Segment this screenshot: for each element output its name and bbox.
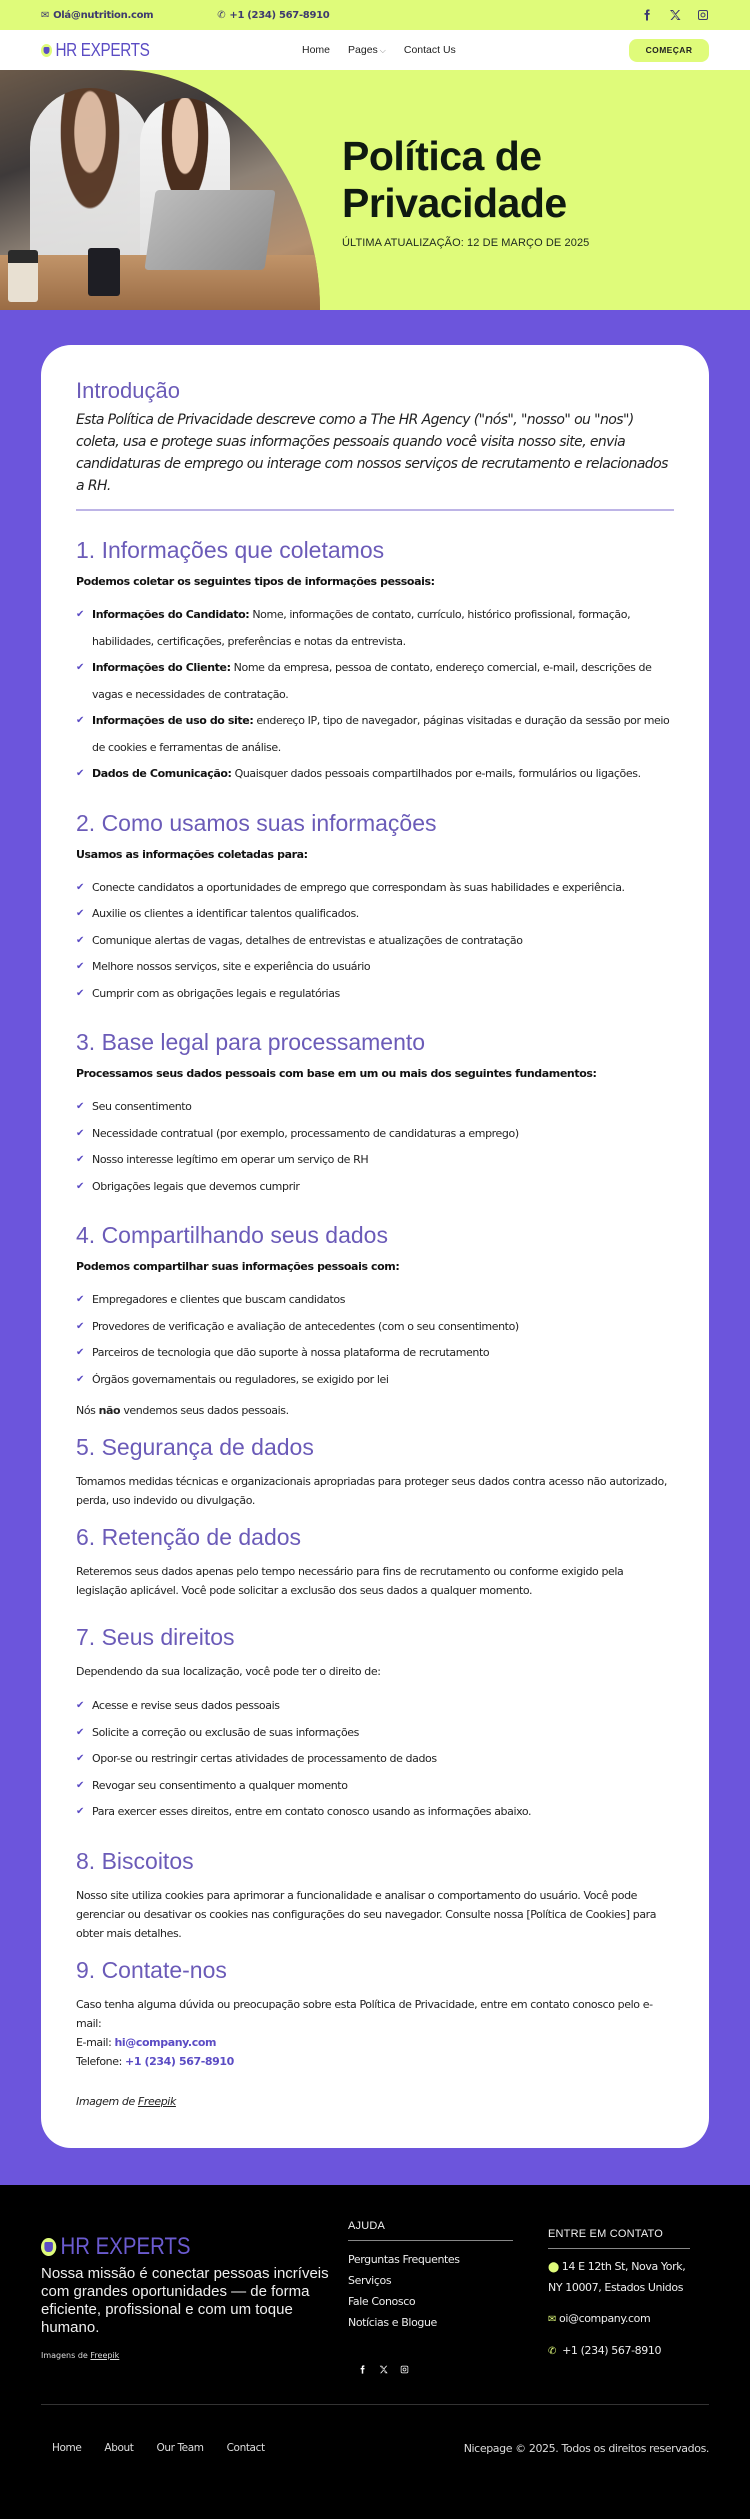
contact-email-link[interactable]: hi@company.com [114, 2035, 217, 2049]
footer-phone-link[interactable] [548, 2341, 690, 2362]
check-icon: ✔ [76, 1101, 84, 1112]
note-bold: não [98, 1404, 121, 1417]
email-label: E-mail: [76, 2035, 115, 2049]
check-icon: ✔ [76, 662, 84, 673]
section-4-lead: Podemos compartilhar suas informações pessoais com: [76, 1260, 400, 1273]
topbar-email: Olá@nutrition.com [53, 9, 154, 21]
phone-icon: ✆ [217, 9, 226, 21]
list-item [76, 875, 674, 902]
list-item [76, 1773, 674, 1800]
list-item [76, 602, 674, 655]
item-text: Obrigações legais que devemos cumprir [92, 1179, 300, 1193]
list-item [76, 1340, 674, 1367]
item-text: Conecte candidatos a oportunidades de emprego que correspondam às suas habilidades e experiência. [92, 880, 625, 894]
list-item [76, 655, 674, 708]
logo-hand-icon [41, 44, 52, 57]
check-icon: ✔ [76, 1294, 84, 1305]
section-4-list [76, 1287, 674, 1393]
check-icon: ✔ [76, 768, 84, 779]
section-4-heading: 4. Compartilhando seus dados [76, 1222, 388, 1248]
section-7-lead: Dependendo da sua localização, você pode ter o direito de: [76, 1665, 381, 1678]
check-icon: ✔ [76, 908, 84, 919]
list-item [76, 761, 674, 788]
logo[interactable] [41, 40, 150, 61]
list-item [76, 1121, 674, 1148]
content-section [0, 310, 750, 2185]
section-9-heading: 9. Contate-nos [76, 1956, 227, 1983]
section-3-list [76, 1094, 674, 1200]
contact-phone-link[interactable]: +1 (234) 567-8910 [125, 2054, 234, 2068]
item-text: endereço IP, tipo de navegador, páginas visitadas e duração da sessão por meio de cookies e ferramentas de análise. [92, 714, 670, 754]
logo-text: HR EXPERTS [55, 39, 150, 60]
location-pin-icon: ⬤ [548, 2261, 559, 2273]
footer-contact-heading: ENTRE EM CONTATO [548, 2228, 690, 2249]
top-bar [0, 0, 750, 30]
item-text: Provedores de verificação e avaliação de antecedentes (com o seu consentimento) [92, 1319, 519, 1333]
footer-address [548, 2257, 690, 2278]
item-label: Dados de Comunicação: [92, 767, 232, 780]
footer-bottom-contact[interactable]: Contact [226, 2442, 265, 2454]
check-icon: ✔ [76, 715, 84, 726]
footer-bottom-about[interactable]: About [104, 2442, 134, 2454]
section-1-lead: Podemos coletar os seguintes tipos de informações pessoais: [76, 575, 435, 588]
section-7-list [76, 1693, 674, 1826]
footer-help [348, 2220, 513, 2333]
footer-email-link[interactable] [548, 2309, 690, 2330]
item-text: Empregadores e clientes que buscam candidatos [92, 1293, 346, 1306]
topbar-phone: +1 (234) 567-8910 [229, 9, 330, 21]
footer-mission: Nossa missão é conectar pessoas incríveis com grandes oportunidades — de forma eficiente, profissional e com um toque humano. [41, 2264, 329, 2336]
envelope-icon: ✉ [41, 9, 50, 21]
check-icon: ✔ [76, 934, 84, 946]
footer-link-services[interactable]: Serviços [348, 2273, 392, 2287]
list-item [76, 1720, 674, 1747]
nav-menu [302, 44, 456, 56]
footer-bottom-links [52, 2442, 265, 2454]
instagram-icon[interactable] [400, 2365, 409, 2374]
footer-email: oi@company.com [558, 2311, 651, 2325]
check-icon: ✔ [76, 1320, 84, 1332]
footer-phone: +1 (234) 567-8910 [562, 2343, 662, 2357]
note-post: vendemos seus dados pessoais. [120, 1404, 289, 1417]
check-icon: ✔ [76, 1726, 84, 1738]
freepik-link[interactable]: Freepik [137, 2094, 176, 2108]
facebook-icon[interactable] [641, 9, 653, 21]
section-3-lead: Processamos seus dados pessoais com base em um ou mais dos seguintes fundamentos: [76, 1067, 597, 1080]
check-icon: ✔ [76, 1700, 84, 1711]
page-title-line2: Privacidade [342, 180, 567, 226]
x-twitter-icon[interactable] [669, 9, 681, 21]
list-item [76, 981, 674, 1008]
main-nav [0, 30, 750, 70]
footer-link-faq[interactable]: Perguntas Frequentes [348, 2252, 460, 2266]
section-1-list [76, 602, 674, 788]
phone-icon: ✆ [548, 2345, 556, 2357]
last-updated: ÚLTIMA ATUALIZAÇÃO: 12 DE MARÇO DE 2025 [342, 237, 590, 249]
item-text: Para exercer esses direitos, entre em contato conosco usando as informações abaixo. [92, 1805, 532, 1818]
list-item [76, 1174, 674, 1201]
footer-link-contact[interactable]: Fale Conosco [348, 2294, 416, 2308]
item-text: Órgãos governamentais ou reguladores, se exigido por lei [92, 1372, 389, 1386]
item-text: Revogar seu consentimento a qualquer momento [92, 1778, 348, 1792]
item-text: Cumprir com as obrigações legais e regulatórias [92, 986, 340, 1000]
check-icon: ✔ [76, 1127, 84, 1139]
section-8-text: Nosso site utiliza cookies para aprimorar a funcionalidade e analisar o comportamento do usuário. Você pode gerenciar ou desativar os cookies nas configurações do seu navegador. Consulte nossa [Política de Cookies] para obter mais detalhes. [76, 1888, 657, 1940]
item-text: Solicite a correção ou exclusão de suas informações [92, 1725, 359, 1739]
footer [0, 2185, 750, 2519]
list-item [76, 954, 674, 981]
check-icon: ✔ [76, 1753, 84, 1764]
item-text: Necessidade contratual (por exemplo, processamento de candidaturas a emprego) [92, 1126, 519, 1140]
contact-intro: Caso tenha alguma dúvida ou preocupação sobre esta Política de Privacidade, entre em contato conosco pelo e-mail: [76, 1997, 653, 2030]
address-line1: 14 E 12th St, Nova York, [561, 2259, 686, 2273]
list-item [76, 901, 674, 928]
item-text: Nome da empresa, pessoa de contato, endereço comercial, e-mail, descrições de vagas e necessidades de contratação. [92, 661, 652, 701]
intro-heading: Introdução [76, 378, 180, 403]
section-5-heading: 5. Segurança de dados [76, 1434, 314, 1460]
check-icon: ✔ [76, 609, 84, 620]
topbar-email-link[interactable] [41, 10, 153, 21]
phone-label: Telefone: [76, 2054, 125, 2068]
check-icon: ✔ [76, 1806, 84, 1817]
footer-link-blog[interactable]: Notícias e Blogue [348, 2315, 437, 2329]
list-item [76, 928, 674, 955]
nav-home[interactable]: Home [302, 44, 331, 56]
list-item [76, 1746, 674, 1773]
note-pre: Nós [76, 1404, 99, 1417]
logo-hand-icon [41, 2238, 56, 2256]
check-icon: ✔ [76, 1180, 84, 1192]
images-pre: Imagens de [41, 2350, 91, 2360]
item-label: Informações do Cliente: [92, 661, 231, 674]
section-9-text [76, 1995, 674, 2071]
list-item [76, 1287, 674, 1314]
list-item [76, 1693, 674, 1720]
check-icon: ✔ [76, 1347, 84, 1358]
footer-bottom-home[interactable]: Home [52, 2442, 82, 2454]
item-text: Comunique alertas de vagas, detalhes de entrevistas e atualizações de contratação [92, 933, 523, 947]
nav-pages[interactable] [348, 44, 386, 56]
check-icon: ✔ [76, 987, 84, 999]
footer-contact [548, 2228, 690, 2362]
page-title-line1: Política de [342, 133, 542, 179]
footer-logo[interactable] [41, 2233, 609, 2261]
footer-bottom-our-team[interactable]: Our Team [156, 2442, 204, 2454]
item-label: Informações do Candidato: [92, 608, 250, 621]
chevron-down-icon: ⌵ [379, 46, 386, 55]
section-7-heading: 7. Seus direitos [76, 1624, 235, 1650]
list-item [76, 1147, 674, 1174]
section-8-heading: 8. Biscoitos [76, 1847, 194, 1874]
hero [0, 70, 750, 310]
section-2-lead: Usamos as informações coletadas para: [76, 847, 308, 861]
section-1-heading: 1. Informações que coletamos [76, 537, 385, 563]
list-item [76, 1094, 674, 1121]
image-credit [76, 2095, 674, 2108]
x-twitter-icon[interactable] [379, 2365, 388, 2374]
section-2-heading: 2. Como usamos suas informações [76, 809, 437, 836]
item-text: Nome, informações de contato, currículo, histórico profissional, formação, habilidades, certificações, preferências e notas da entrevista. [92, 608, 631, 648]
item-text: Auxilie os clientes a identificar talentos qualificados. [92, 907, 359, 920]
list-item [76, 1314, 674, 1341]
section-5-text: Tomamos medidas técnicas e organizacionais apropriadas para proteger seus dados contra acesso não autorizado, perda, uso indevido ou divulgação. [76, 1475, 667, 1507]
policy-card [41, 345, 709, 2148]
topbar-phone-link[interactable] [217, 10, 329, 21]
footer-divider [41, 2404, 709, 2405]
check-icon: ✔ [76, 961, 84, 972]
section-3-heading: 3. Base legal para processamento [76, 1029, 426, 1055]
hero-image-two-women-laptop [0, 70, 320, 310]
facebook-icon[interactable] [358, 2365, 367, 2374]
instagram-icon[interactable] [697, 9, 709, 21]
section-6-heading: 6. Retenção de dados [76, 1524, 302, 1550]
list-item [76, 708, 674, 761]
footer-help-heading: AJUDA [348, 2220, 513, 2241]
nav-contact-us[interactable]: Contact Us [403, 44, 456, 56]
footer-bottom [52, 2442, 709, 2455]
start-button[interactable]: COMEÇAR [629, 39, 709, 62]
check-icon: ✔ [76, 1154, 84, 1165]
item-text: Seu consentimento [92, 1100, 192, 1113]
divider [76, 509, 674, 511]
list-item [76, 1799, 674, 1826]
credit-pre: Imagem de [76, 2094, 138, 2108]
item-text: Parceiros de tecnologia que dão suporte à nossa plataforma de recrutamento [92, 1346, 490, 1359]
check-icon: ✔ [76, 1373, 84, 1385]
footer-social [358, 2365, 409, 2374]
item-label: Informações de uso do site: [92, 714, 254, 727]
nav-pages-label: Pages [348, 44, 378, 56]
page-title [342, 133, 589, 227]
item-text: Nosso interesse legítimo em operar um serviço de RH [92, 1153, 369, 1166]
check-icon: ✔ [76, 1779, 84, 1791]
footer-freepik-link[interactable]: Freepik [90, 2350, 120, 2360]
footer-address-2: NY 10007, Estados Unidos [548, 2280, 684, 2294]
item-text: Opor-se ou restringir certas atividades de processamento de dados [92, 1752, 437, 1765]
intro-text: Esta Política de Privacidade descreve como a The HR Agency ("nós", "nosso" ou "nos") coleta, usa e protege suas informações pessoais quando você visita nosso site, envia candidaturas de emprego ou interage com nossos serviços de recrutamento e relacionados a RH. [76, 412, 668, 494]
section-6-text: Reteremos seus dados apenas pelo tempo necessário para fins de recrutamento ou conforme exigido pela legislação aplicável. Você pode solicitar a exclusão dos seus dados a qualquer momento. [76, 1565, 624, 1597]
footer-logo-text: HR EXPERTS [60, 2232, 191, 2260]
section-2-list [76, 875, 674, 1008]
envelope-icon: ✉ [548, 2313, 556, 2325]
topbar-social [641, 9, 709, 21]
item-text: Melhore nossos serviços, site e experiência do usuário [92, 960, 371, 973]
copyright: Nicepage © 2025. Todos os direitos reservados. [463, 2441, 709, 2455]
item-text: Acesse e revise seus dados pessoais [92, 1699, 280, 1712]
item-text: Quaisquer dados pessoais compartilhados por e-mails, formulários ou ligações. [231, 767, 641, 780]
list-item [76, 1367, 674, 1394]
check-icon: ✔ [76, 881, 84, 893]
no-sell-note [76, 1401, 674, 1420]
